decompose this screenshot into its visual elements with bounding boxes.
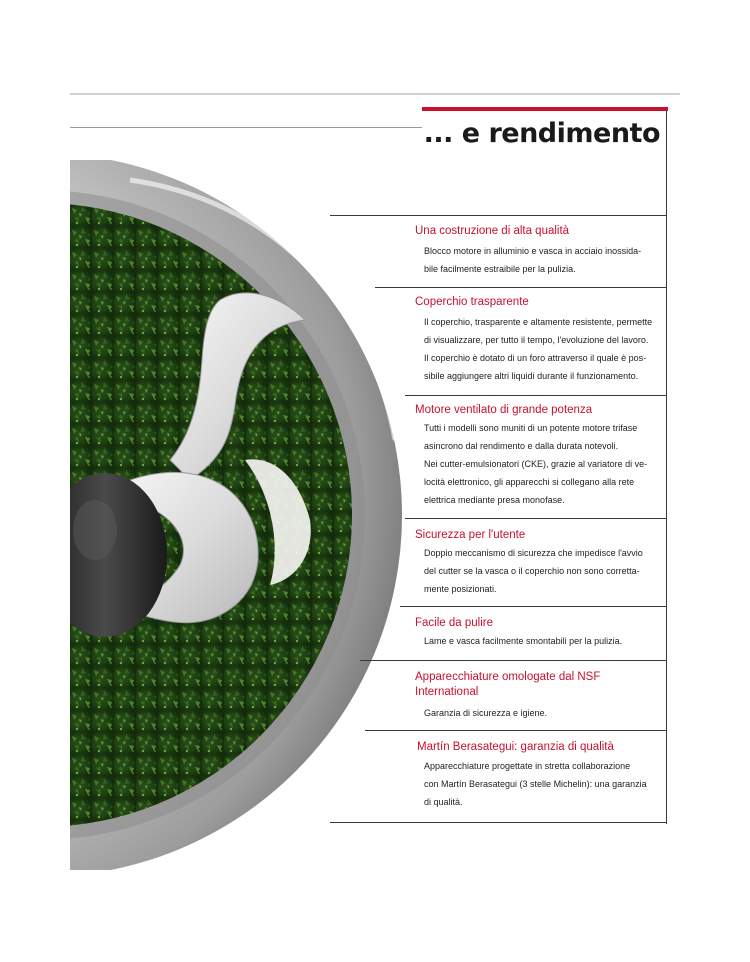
page-title: ... e rendimento — [423, 118, 660, 149]
feature-title-cleaning: Facile da pulire — [415, 617, 493, 629]
feature-body-cleaning: Lame e vasca facilmente smontabili per la pulizia. — [424, 636, 623, 646]
feature-body-nsf: Garanzia di sicurezza e igiene. — [424, 708, 548, 718]
feature-separator — [365, 730, 667, 731]
feature-body-construction: Blocco motore in alluminio e vasca in acciaio inossida- bile facilmente estraibile per la pulizia. — [424, 246, 642, 274]
feature-title-berasategui: Martín Berasategui: garanzia di qualità — [417, 741, 614, 753]
feature-title-safety: Sicurezza per l'utente — [415, 529, 526, 541]
feature-title-nsf: Apparecchiature omologate dal NSF International — [415, 671, 601, 698]
cutter-bowl-illustration — [70, 160, 410, 870]
feature-separator — [405, 395, 667, 396]
feature-title-construction: Una costruzione di alta qualità — [415, 225, 570, 237]
feature-body-safety: Doppio meccanismo di sicurezza che impedisce l'avvio del cutter se la vasca o il coperchio non sono corretta- mente posizionati. — [424, 548, 643, 594]
feature-body-berasategui: Apparecchiature progettate in stretta collaborazione con Martín Berasategui (3 stelle Michelin): una garanzia di qualità. — [424, 761, 647, 807]
column-border — [666, 111, 667, 824]
feature-separator — [400, 606, 667, 607]
feature-separator — [330, 215, 667, 216]
product-photo — [70, 160, 410, 870]
feature-separator — [375, 287, 667, 288]
feature-body-motor: Tutti i modelli sono muniti di un potente motore trifase asincrono dal rendimento e dalla durata notevoli. Nei cutter-emulsionatori (CKE), grazie al variatore di ve- locità elettronico, gli apparecchi si collegano alla rete elettrica mediante presa monofase. — [424, 423, 648, 505]
top-rule — [70, 93, 680, 95]
feature-list-bottom-rule — [330, 822, 667, 823]
feature-separator — [360, 660, 667, 661]
feature-title-motor: Motore ventilato di grande potenza — [415, 404, 593, 416]
feature-body-cover: Il coperchio, trasparente e altamente resistente, permette di visualizzare, per tutto il tempo, l'evoluzione del lavoro. Il coperchio è dotato di un foro attraverso il quale è pos- sibile aggiungere altri liquidi durante il funzionamento. — [424, 317, 653, 381]
feature-title-cover: Coperchio trasparente — [415, 296, 529, 308]
accent-bar — [422, 107, 668, 111]
feature-separator — [405, 518, 667, 519]
